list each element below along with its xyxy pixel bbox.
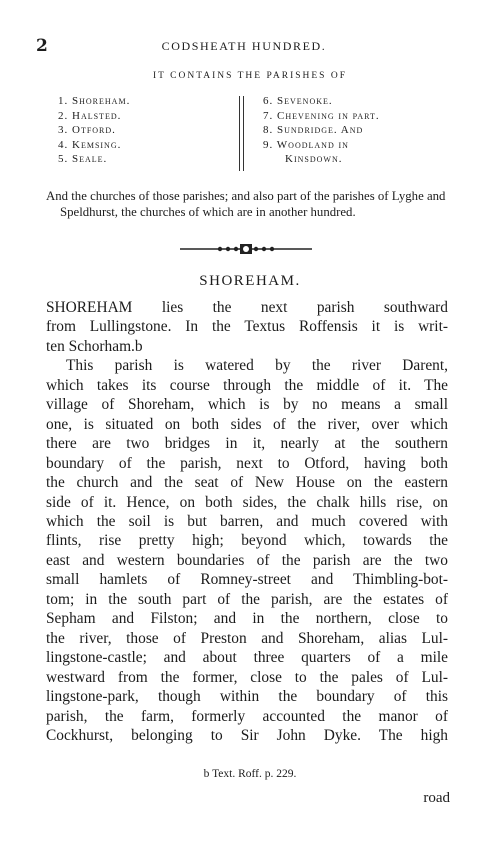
parish-item: 8. Sundridge. And [263,124,364,137]
parish-list-left [58,94,233,167]
parish-list-right [263,94,463,167]
body-line: boundary of the parish, next to Otford, having both [46,454,448,472]
page-number: 2 [36,36,48,56]
body-line: ten Schorham.b [46,337,143,355]
parish-item: 3. Otford. [58,124,116,137]
body-text [46,298,448,745]
column-divider [238,96,246,171]
section-title: SHOREHAM. [199,273,301,289]
body-line: from Lullingstone. In the Textus Roffensis it is writ- [46,318,448,336]
body-line: small hamlets of Romney-street and Thimbling-bot- [46,571,448,589]
parish-item: 6. Sevenoke. [263,95,333,107]
parish-item: 4. Kemsing. [58,138,122,151]
body-line: parish, the farm, formerly accounted the manor of [46,707,448,725]
body-line: the river, those of Preston and Shoreham, alias Lul- [46,629,448,647]
body-line: Cockhurst, belonging to Sir John Dyke. The high [46,726,448,744]
catchword: road [423,790,450,806]
body-line: which the soil is but barren, and much covered with [46,512,448,530]
parish-item: 5. Seale. [58,153,108,166]
body-line: Sepham and Filston; and in the northern, close to [46,610,448,628]
parish-item: 2. Halsted. [58,109,122,122]
contains-heading: IT CONTAINS THE PARISHES OF [152,71,347,81]
body-line: village of Shoreham, which is by no means a small [46,396,448,414]
running-head: CODSHEATH HUNDRED. [161,39,327,53]
parish-item: 9. Woodland in [263,138,349,151]
body-line: westward from the former, close to the pales of Lul- [46,668,448,686]
body-line: which takes its course through the middle of it. The [46,376,448,394]
churches-note-text: And the churches of those parishes; and also part of the parishes of Lyghe and Speldhurst, the churches of which are in another hundred. [46,189,446,219]
body-line: lingstone-castle; and about three quarters of a mile [46,649,448,667]
ornament-divider [180,242,312,256]
parish-item: 1. Shoreham. [58,95,131,107]
body-line: This parish is watered by the river Darent, [66,357,448,375]
body-line: tom; in the south part of the parish, are the estates of [46,590,448,608]
footnote: b Text. Roff. p. 229. [203,768,297,780]
churches-note [46,188,446,220]
body-line: east and western boundaries of the parish are the two [46,551,448,569]
body-line: lingstone-park, though within the boundary of this [46,688,448,706]
body-line: flints, rise pretty high; beyond which, towards the [46,532,448,550]
page-header [36,36,452,58]
body-line: one, is situated on both sides of the river, over which [46,415,448,433]
body-line: side of it. Hence, on both sides, the chalk hills rise, on [46,493,448,511]
parish-item: Kinsdown. [285,153,343,166]
parish-item: 7. Chevening in part. [263,109,380,122]
body-line: there are two bridges in it, nearly at the southern [46,435,448,453]
body-line: SHOREHAM lies the next parish southward [46,299,448,316]
body-line: the church and the seat of New House on the eastern [46,474,448,492]
